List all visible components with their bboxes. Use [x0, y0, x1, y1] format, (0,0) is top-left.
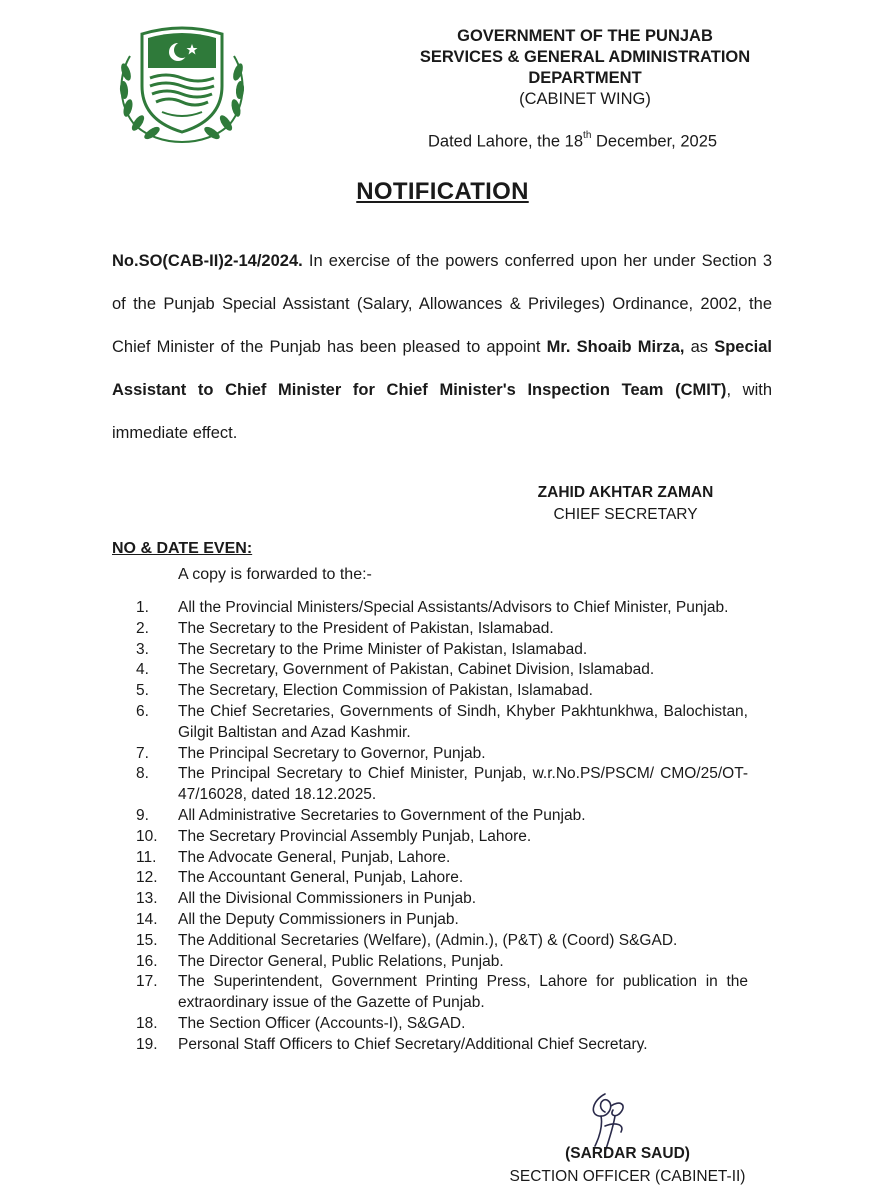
distribution-item-number: 5. [136, 682, 149, 700]
distribution-item-number: 1. [136, 599, 149, 616]
distribution-item [136, 910, 748, 931]
distribution-item-number: 4. [136, 661, 149, 679]
distribution-item [136, 952, 748, 973]
distribution-item-text: The Secretary, Government of Pakistan, Cabinet Division, Islamabad. [178, 661, 655, 679]
distribution-item-text: All the Deputy Commissioners in Punjab. [178, 910, 459, 928]
distribution-item-number: 7. [136, 744, 149, 762]
distribution-item-number: 15. [136, 931, 158, 949]
distribution-item-number: 6. [136, 702, 149, 720]
distribution-item-text: The Principal Secretary to Governor, Punjab. [178, 744, 486, 762]
reference-number: No.SO(CAB-II)2-14/2024. [112, 252, 303, 270]
date-suffix: December, 2025 [591, 132, 718, 151]
distribution-item [136, 806, 748, 827]
distribution-item-text: The Advocate General, Punjab, Lahore. [178, 848, 451, 866]
date-superscript: th [583, 130, 592, 141]
distribution-item-number: 17. [136, 973, 158, 991]
distribution-item-text: The Principal Secretary to Chief Minister, Punjab, w.r.No.PS/PSCM/ CMO/25/OT-47/16028, dated 18.12.2025. [178, 765, 748, 804]
copy-intro: A copy is forwarded to the:- [178, 566, 372, 583]
notification-body [112, 240, 772, 455]
distribution-item-text: The Additional Secretaries (Welfare), (Admin.), (P&T) & (Coord) S&GAD. [178, 931, 678, 949]
distribution-item [136, 660, 748, 681]
distribution-item-text: All the Provincial Ministers/Special Assistants/Advisors to Chief Minister, Punjab. [178, 599, 729, 616]
distribution-item [136, 702, 748, 744]
distribution-item [136, 889, 748, 910]
distribution-item [136, 1035, 748, 1056]
distribution-item [136, 681, 748, 702]
distribution-item-number: 19. [136, 1035, 158, 1053]
body-text: In exercise of the powers conferred upon her under Section 3 of the Punjab Special Assistant (Salary, Allowances & Privileges) Ordinance, 2002, the Chief Minister of the Punjab has been pleased to appoint [112, 252, 772, 356]
distribution-item [136, 931, 748, 952]
distribution-item-number: 10. [136, 827, 158, 845]
distribution-item-text: The Section Officer (Accounts-I), S&GAD. [178, 1014, 466, 1032]
header-line: (CABINET WING) [519, 90, 651, 108]
distribution-item-number: 12. [136, 869, 158, 887]
distribution-item-number: 14. [136, 910, 158, 928]
distribution-item [136, 868, 748, 889]
distribution-item-text: All Administrative Secretaries to Government of the Punjab. [178, 806, 586, 824]
distribution-item-number: 16. [136, 952, 158, 970]
signatory-name: (SARDAR SAUD) [565, 1145, 690, 1162]
distribution-item-text: The Accountant General, Punjab, Lahore. [178, 869, 464, 887]
date-line [428, 132, 717, 152]
signatory-title: CHIEF SECRETARY [553, 506, 698, 523]
distribution-item-text: The Director General, Public Relations, Punjab. [178, 952, 504, 970]
distribution-item-number: 13. [136, 890, 158, 908]
distribution-item-number: 8. [136, 765, 149, 783]
distribution-item [136, 848, 748, 869]
distribution-item [136, 598, 748, 619]
distribution-item [136, 764, 748, 806]
distribution-item-text: The Secretary to the Prime Minister of Pakistan, Islamabad. [178, 640, 588, 658]
distribution-item-text: The Secretary, Election Commission of Pakistan, Islamabad. [178, 682, 593, 700]
header-line: GOVERNMENT OF THE PUNJAB [457, 27, 713, 45]
distribution-item-text: The Secretary to the President of Pakistan, Islamabad. [178, 619, 554, 637]
distribution-item [136, 744, 748, 765]
no-date-even-heading: NO & DATE EVEN: [112, 540, 253, 557]
designation: Special Assistant to Chief Minister for Chief Minister's Inspection Team (CMIT) [112, 338, 772, 399]
distribution-item-number: 18. [136, 1014, 158, 1032]
body-text: as [684, 338, 715, 356]
section-officer-signature-block [500, 1142, 755, 1188]
distribution-item [136, 1014, 748, 1035]
date-prefix: Dated Lahore, the 18 [428, 132, 584, 151]
distribution-item [136, 619, 748, 640]
chief-secretary-signature-block [518, 482, 733, 526]
distribution-item [136, 972, 748, 1014]
distribution-item-text: The Secretary Provincial Assembly Punjab, Lahore. [178, 827, 532, 845]
header-line: SERVICES & GENERAL ADMINISTRATION [419, 48, 751, 66]
appointee-name: Mr. Shoaib Mirza, [546, 338, 685, 356]
signatory-name: ZAHID AKHTAR ZAMAN [537, 484, 714, 501]
punjab-emblem-icon [112, 16, 252, 146]
distribution-item [136, 640, 748, 661]
body-text: , with immediate effect. [112, 381, 773, 442]
distribution-item-text: All the Divisional Commissioners in Punjab. [178, 890, 477, 908]
department-header [380, 26, 790, 110]
distribution-item-number: 11. [136, 848, 157, 866]
notification-title: NOTIFICATION [356, 178, 529, 205]
distribution-item-text: The Superintendent, Government Printing Press, Lahore for publication in the extraordinary issue of the Gazette of Punjab. [178, 973, 748, 1012]
distribution-list [136, 598, 748, 1056]
distribution-item-text: The Chief Secretaries, Governments of Sindh, Khyber Pakhtunkhwa, Balochistan, Gilgit Baltistan and Azad Kashmir. [178, 702, 748, 741]
distribution-item-number: 9. [136, 806, 149, 824]
header-line: DEPARTMENT [528, 69, 642, 87]
signatory-title: SECTION OFFICER (CABINET-II) [509, 1168, 746, 1185]
distribution-item-text: Personal Staff Officers to Chief Secretary/Additional Chief Secretary. [178, 1035, 648, 1053]
distribution-item-number: 2. [136, 619, 149, 637]
distribution-item [136, 827, 748, 848]
distribution-item-number: 3. [136, 640, 149, 658]
